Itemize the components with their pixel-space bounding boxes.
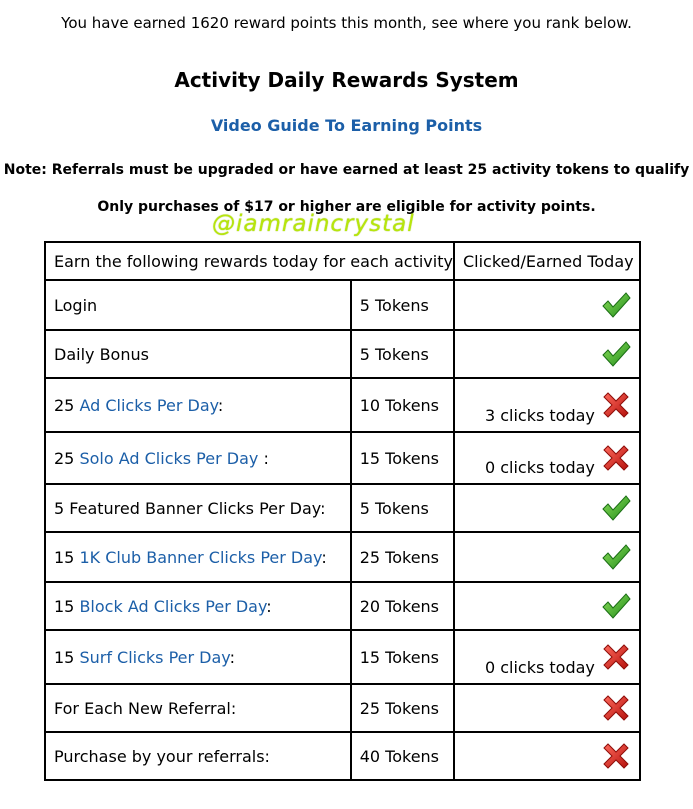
tokens-cell: 15 Tokens bbox=[351, 432, 454, 484]
clicks-today-text: 3 clicks today bbox=[484, 406, 595, 425]
activity-cell bbox=[45, 532, 351, 582]
status-cell bbox=[454, 330, 640, 378]
activity-column-header: Earn the following rewards today for each activity bbox=[45, 242, 454, 280]
activity-label: : bbox=[229, 647, 235, 667]
table-row bbox=[45, 684, 640, 732]
status-cell bbox=[454, 378, 640, 432]
page-title: Activity Daily Rewards System bbox=[174, 68, 519, 92]
status-cell bbox=[454, 630, 640, 684]
table-row bbox=[45, 532, 640, 582]
tokens-cell: 5 Tokens bbox=[351, 330, 454, 378]
watermark-text: @iamraincrystal bbox=[212, 211, 415, 237]
status-cell bbox=[454, 582, 640, 630]
table-row bbox=[45, 732, 640, 780]
table-header-row bbox=[45, 242, 640, 280]
table-row bbox=[45, 378, 640, 432]
activity-label: : bbox=[266, 596, 272, 616]
rewards-table bbox=[44, 241, 641, 781]
activity-link[interactable]: Surf Clicks Per Day bbox=[79, 647, 230, 667]
tokens-cell: 15 Tokens bbox=[351, 630, 454, 684]
tokens-cell: 25 Tokens bbox=[351, 684, 454, 732]
tokens-cell: 20 Tokens bbox=[351, 582, 454, 630]
activity-count: 15 bbox=[54, 596, 80, 616]
table-row bbox=[45, 630, 640, 684]
activity-count: 25 bbox=[54, 448, 80, 468]
status-cell bbox=[454, 484, 640, 532]
table-row bbox=[45, 582, 640, 630]
activity-count: 15 bbox=[54, 647, 80, 667]
activity-cell bbox=[45, 330, 351, 378]
clicks-today-text: 0 clicks today bbox=[484, 658, 595, 677]
status-column-header: Clicked/Earned Today bbox=[454, 242, 640, 280]
video-guide-link[interactable]: Video Guide To Earning Points bbox=[210, 116, 483, 135]
table-row bbox=[45, 330, 640, 378]
activity-cell bbox=[45, 630, 351, 684]
activity-cell bbox=[45, 684, 351, 732]
activity-cell bbox=[45, 582, 351, 630]
table-row bbox=[45, 432, 640, 484]
tokens-cell: 10 Tokens bbox=[351, 378, 454, 432]
activity-label: Login bbox=[54, 295, 98, 315]
activity-label: : bbox=[217, 395, 224, 415]
activity-label: Daily Bonus bbox=[54, 344, 149, 364]
activity-link[interactable]: Ad Clicks Per Day bbox=[79, 395, 218, 415]
activity-cell bbox=[45, 432, 351, 484]
activity-label: For Each New Referral: bbox=[54, 698, 237, 718]
activity-count: 25 bbox=[54, 395, 80, 415]
tokens-cell: 40 Tokens bbox=[351, 732, 454, 780]
activity-label: Purchase by your referrals: bbox=[54, 746, 270, 766]
activity-cell bbox=[45, 280, 351, 330]
activity-cell bbox=[45, 732, 351, 780]
tokens-cell: 25 Tokens bbox=[351, 532, 454, 582]
status-cell bbox=[454, 732, 640, 780]
status-cell bbox=[454, 532, 640, 582]
referral-note: Note: Referrals must be upgraded or have earned at least 25 activity tokens to qualify bbox=[3, 162, 690, 178]
purchase-note: Only purchases of $17 or higher are eligible for activity points. bbox=[97, 199, 596, 215]
activity-link[interactable]: Block Ad Clicks Per Day bbox=[79, 596, 267, 616]
status-cell bbox=[454, 684, 640, 732]
activity-label: : bbox=[258, 448, 269, 468]
activity-count: 15 bbox=[54, 547, 80, 567]
table-row bbox=[45, 280, 640, 330]
activity-cell bbox=[45, 484, 351, 532]
activity-link[interactable]: 1K Club Banner Clicks Per Day bbox=[79, 547, 322, 567]
activity-cell bbox=[45, 378, 351, 432]
table-row bbox=[45, 484, 640, 532]
status-cell bbox=[454, 280, 640, 330]
activity-link[interactable]: Solo Ad Clicks Per Day bbox=[79, 448, 259, 468]
activity-label: 5 Featured Banner Clicks Per Day: bbox=[54, 498, 326, 518]
tokens-cell: 5 Tokens bbox=[351, 280, 454, 330]
status-cell bbox=[454, 432, 640, 484]
earned-points-text: You have earned 1620 reward points this month, see where you rank below. bbox=[61, 14, 632, 32]
activity-label: : bbox=[321, 547, 327, 567]
tokens-cell: 5 Tokens bbox=[351, 484, 454, 532]
clicks-today-text: 0 clicks today bbox=[484, 458, 595, 477]
